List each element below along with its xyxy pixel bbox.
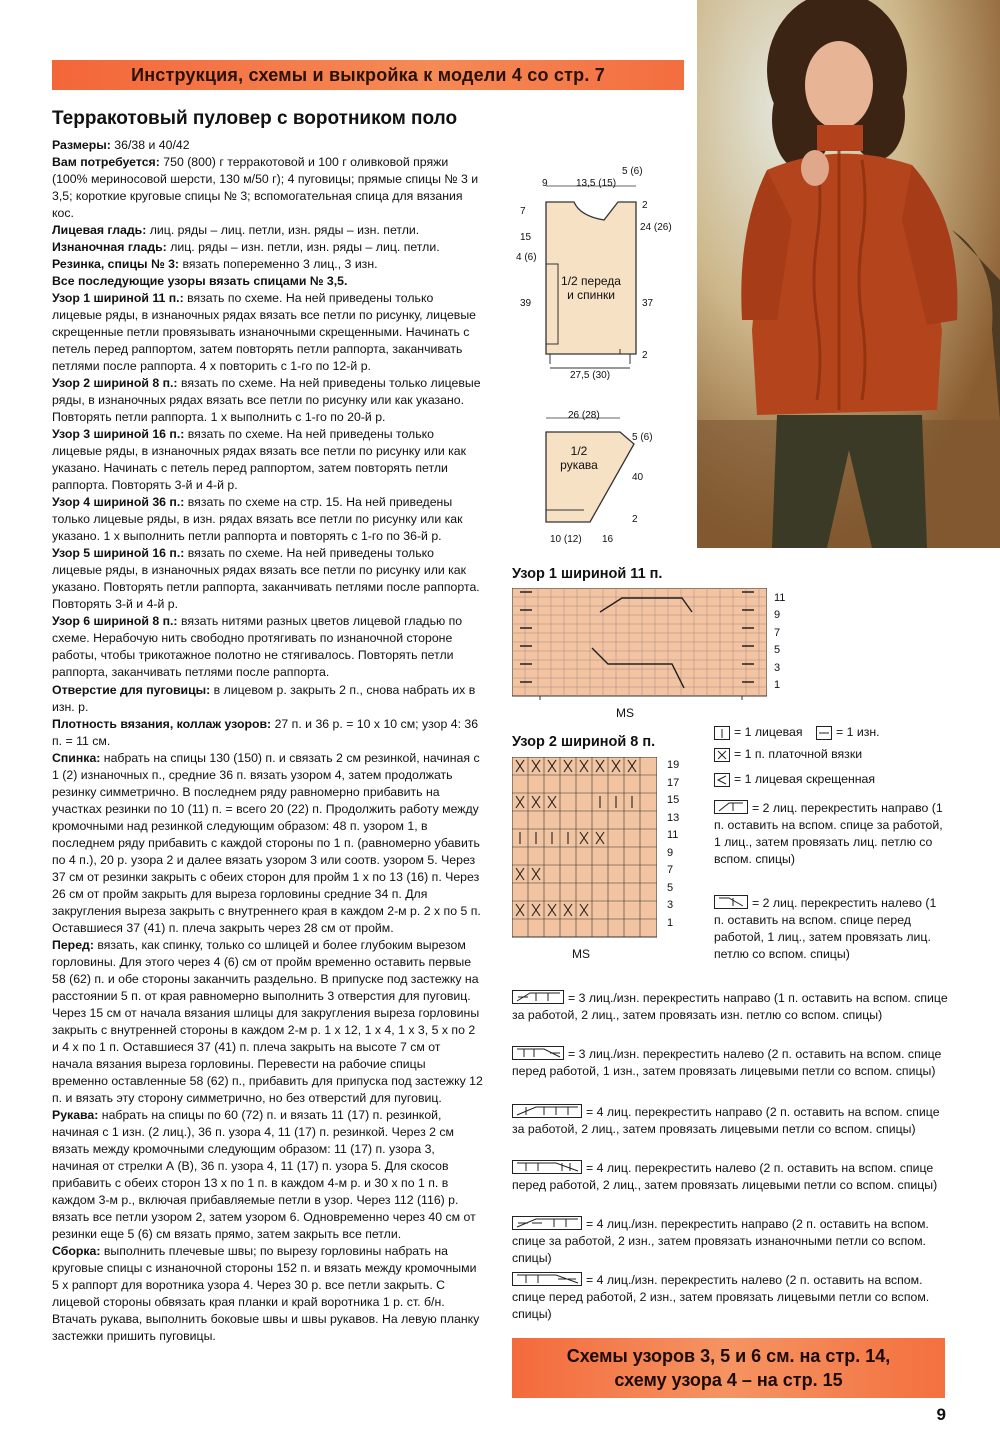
legend-cross4r-text: = 4 лиц. перекрестить направо (2 п. оставить на вспом. спице за работой, 2 лиц., затем провязать лицевыми петли со вспом. спицы): [512, 1105, 940, 1136]
cross3-right-icon: [512, 990, 564, 1004]
pattern2-row-numbers: [667, 757, 679, 932]
cross2-right-icon: [714, 800, 748, 814]
schema-dim-left-1: 7: [520, 206, 526, 217]
purl-symbol-icon: [816, 726, 832, 740]
model-photo: [697, 0, 1000, 548]
instruction-paragraph: [52, 750, 484, 937]
instruction-paragraph: [52, 613, 484, 681]
schema-dim-right-3: 37: [642, 298, 654, 309]
legend-cross2r: [714, 800, 944, 868]
cross2-left-icon: [714, 895, 748, 909]
knit-symbol-icon: [714, 726, 730, 740]
legend-cross4l-text: = 4 лиц. перекрестить налево (2 п. оставить на вспом. спице перед работой, 2 лиц., затем провязать лицевыми петли со вспом. спицы): [512, 1161, 938, 1192]
schema-dim-top-3: 5 (6): [622, 166, 643, 177]
paragraph-label: Лицевая гладь:: [52, 223, 147, 238]
schema-front-label-line1: 1/2 переда: [561, 274, 621, 288]
pattern2-ms: MS: [572, 947, 590, 961]
sleeve-schema: [512, 404, 692, 554]
twisted-symbol-icon: [714, 773, 730, 787]
legend-cross4pr: [512, 1216, 952, 1272]
sleeve-dim-right-1: 5 (6): [632, 432, 653, 443]
legend-cross4l: [512, 1160, 952, 1216]
pattern1-row: 1: [774, 679, 781, 692]
paragraph-label: Все последующие узоры вязать спицами № 3,5.: [52, 274, 348, 289]
legend-twisted: [714, 771, 964, 796]
schema-dim-left-2: 15: [520, 232, 532, 243]
paragraph-text: вязать по схеме. На ней приведены только лицевые ряды, в изнаночных рядах вязать все петли по рисунку, лицевые скрещенные петли провязывать изнаночными скрещенными. Начинать с петель перед раппортом, затем повторять петли раппорта, заканчивать петлями после раппорта. 4 х повторить с 1-го по 12-й р.: [52, 291, 477, 374]
paragraph-text: вязать по схеме. На ней приведены только лицевые ряды, в изнаночных рядах вязать все петли по рисунку или как указано. Повторять петли раппорта. 1 х выполнить с 1-го по 20-й р.: [52, 376, 481, 425]
pattern2-title: Узор 2 шириной 8 п.: [512, 734, 656, 750]
legend-cross4pl-text: = 4 лиц./изн. перекрестить налево (2 п. оставить на вспом. спице перед работой, 2 изн., затем провязать лицевыми петли со вспом. спицы): [512, 1273, 930, 1321]
instruction-paragraph: [52, 1243, 484, 1345]
pattern1-title: Узор 1 шириной 11 п.: [512, 566, 663, 582]
pattern1-chart: [512, 588, 792, 718]
instruction-paragraph: [52, 137, 484, 154]
legend-cross2l: [714, 895, 944, 963]
paragraph-label: Отверстие для пуговицы:: [52, 682, 211, 697]
sleeve-dim-top: 26 (28): [568, 410, 600, 421]
paragraph-label: Узор 3 шириной 16 п.:: [52, 427, 185, 442]
instruction-paragraph: [52, 290, 484, 375]
front-back-schema: [512, 164, 692, 394]
cross4-right-icon: [512, 1104, 582, 1118]
sleeve-outline: [512, 404, 692, 554]
schema-dim-top-1: 9: [542, 178, 548, 189]
paragraph-label: Узор 2 шириной 8 п.:: [52, 376, 178, 391]
pattern2-grid: [512, 757, 657, 942]
legend-cross4pr-text: = 4 лиц./изн. перекрестить направо (2 п. оставить на вспом. спице за работой, 2 изн., затем провязать изнаночными петли со вспом. спицы): [512, 1217, 929, 1265]
schema-front-label: [556, 274, 626, 302]
instruction-paragraph: [52, 375, 484, 426]
sleeve-label: [556, 444, 602, 472]
legend-garter-text: = 1 п. платочной вязки: [734, 747, 863, 761]
legend-cross4r: [512, 1104, 952, 1160]
schema-dim-left-4: 39: [520, 298, 532, 309]
instruction-paragraph: [52, 256, 484, 273]
sleeve-dim-bottom-2: 16: [602, 534, 614, 545]
article-title: Терракотовый пуловер с воротником поло: [52, 108, 458, 129]
sleeve-label-line2: рукава: [560, 458, 598, 472]
legend-top: [714, 724, 964, 796]
paragraph-text: выполнить плечевые швы; по вырезу горловины набрать на круговые спицы с изнаночной стороны 152 п. и вязать между кромочными 5 х раппорт для воротника узора 4. Через 30 р. все петли закрыть. С лицевой стороны обвязать края планки и край воротника 1 р. ст. б/н. Втачать рукава, выполнить боковые швы и швы рукавов. На левую планку застежки пришить пуговицы.: [52, 1244, 480, 1344]
schema-front-label-line2: и спинки: [567, 288, 615, 302]
legend-cross4pl: [512, 1272, 952, 1328]
legend-cross3r: [512, 990, 952, 1046]
pattern2-row: 7: [667, 864, 674, 876]
paragraph-text: вязать попеременно 3 лиц., 3 изн.: [179, 257, 378, 272]
pattern1-row-numbers: [774, 590, 785, 694]
pattern2-chart: [512, 757, 712, 967]
paragraph-text: вязать по схеме. На ней приведены только лицевые ряды, в изнаночных рядах вязать все петли по рисунку или как указано. Начинать с петель перед раппортом, затем повторять петли раппорта. Повторять 3-й и 4-й р.: [52, 427, 467, 493]
instruction-paragraph: [52, 273, 484, 290]
paragraph-text: в лицевом р. закрыть 2 п., снова набрать их в изн. р.: [52, 682, 476, 714]
instruction-paragraph: [52, 545, 484, 613]
paragraph-label: Узор 6 шириной 8 п.:: [52, 614, 178, 629]
pattern2-row: 9: [667, 846, 674, 859]
paragraph-label: Вам потребуется:: [52, 155, 160, 170]
legend-knit-text: = 1 лицевая: [734, 725, 803, 739]
sleeve-label-line1: 1/2: [570, 444, 588, 458]
page-number: 9: [936, 1405, 946, 1424]
header-banner: Инструкция, схемы и выкройка к модели 4 со стр. 7: [52, 60, 684, 90]
paragraph-label: Узор 5 шириной 16 п.:: [52, 546, 185, 561]
paragraph-text: 36/38 и 40/42: [110, 138, 190, 152]
paragraph-text: вязать нитями разных цветов лицевой гладью по схеме. Нерабочую нить свободно протягивать по изнаночной стороне работы, чтобы трикотажное полотно не стягивалось. Повторять петли раппорта, заканчивать петлями после раппорта.: [52, 614, 463, 680]
pattern2-row: 3: [667, 899, 674, 911]
cross3-left-icon: [512, 1046, 564, 1060]
bottom-banner-line1: Схемы узоров 3, 5 и 6 см. на стр. 14,: [566, 1346, 891, 1366]
pattern2-row: 5: [667, 881, 674, 894]
legend-cross3l-text: = 3 лиц./изн. перекрестить налево (2 п. оставить на вспом. спице перед работой, 1 изн., затем провязать лицевыми петли со вспом. спицы): [512, 1047, 942, 1078]
paragraph-label: Спинка:: [52, 750, 101, 765]
paragraph-label: Плотность вязания, коллаж узоров:: [52, 716, 272, 731]
pattern2-row: 1: [667, 916, 674, 929]
schema-dim-left-3: 4 (6): [516, 252, 537, 263]
pattern1-ms: MS: [616, 706, 634, 720]
pattern2-row: 17: [667, 776, 680, 789]
schema-dim-right-2: 24 (26): [640, 222, 672, 233]
instruction-paragraph: [52, 1107, 484, 1243]
paragraph-text: 27 п. и 36 р. = 10 х 10 см; узор 4: 36 п. = 11 см.: [52, 716, 479, 748]
pattern2-row: 19: [667, 759, 680, 771]
paragraph-text: набрать на спицы 130 (150) п. и связать 2 см резинкой, начиная с 1 (2) изнаночных п., средние 36 п. вязать узором 4, затем продолжать резинку симметрично. В последнем ряду равномерно прибавить на участках резинки по 10 (11) п. = всего 20 (22) п. Продолжить работу между кромочными над резинкой следующим образом: 48 п. узором 1, в последнем ряду прибавить с каждой стороны по 1 п. (равномерно убавить по 4 п.), 20 р. узора 2 и далее вязать узором 3 или соотв. узором 5. Через 37 см от резинки закрыть с обеих сторон для пройм 1 х по 13 (16) п. Через 26 см от пройм закрыть для выреза горловины средние 34 п. Для закругления выреза закрыть с внутреннего края в каждом 2-м р. 2 х по 5 п. Оставшиеся 37 (41) п. плеча закрыть через 28 см от пройм.: [52, 750, 481, 935]
bottom-banner: [512, 1338, 945, 1398]
pattern2-row: 11: [667, 829, 679, 841]
instruction-paragraph: [52, 239, 484, 256]
schema-dim-top-2: 13,5 (15): [576, 178, 617, 189]
legend-cross3l: [512, 1046, 952, 1104]
legend-knit-purl: [714, 724, 964, 746]
pattern1-row: 3: [774, 661, 781, 674]
legend-garter: [714, 746, 964, 771]
legend-twisted-text: = 1 лицевая скрещенная: [734, 772, 876, 786]
instruction-paragraph: [52, 154, 484, 222]
schema-dim-right-1: 2: [642, 200, 648, 211]
paragraph-label: Резинка, спицы № 3:: [52, 257, 180, 272]
legend-cross2l-text: = 2 лиц. перекрестить налево (1 п. оставить на вспом. спице перед работой, 1 лиц., затем провязать лиц. петлю со вспом. спицы): [714, 896, 937, 961]
instructions-text: [52, 137, 484, 1345]
garter-symbol-icon: [714, 748, 730, 762]
pattern1-row: 5: [774, 644, 781, 657]
sleeve-dim-right-2: 40: [632, 472, 644, 483]
instruction-paragraph: [52, 426, 484, 494]
legend-cross2r-text: = 2 лиц. перекрестить направо (1 п. оставить на вспом. спице за работой, 1 лиц., затем провязать лиц. петлю со вспом. спицы): [714, 801, 943, 866]
cross4-purl-right-icon: [512, 1216, 582, 1230]
pattern2-row: 13: [667, 811, 680, 824]
paragraph-label: Рукава:: [52, 1107, 99, 1122]
paragraph-label: Узор 4 шириной 36 п.:: [52, 495, 185, 510]
cross4-left-icon: [512, 1160, 582, 1174]
instruction-paragraph: [52, 494, 484, 545]
schema-dim-bottom: 27,5 (30): [570, 370, 611, 381]
paragraph-label: Размеры:: [52, 138, 111, 152]
sleeve-dim-right-3: 2: [632, 514, 638, 525]
paragraph-text: вязать по схеме на стр. 15. На ней приведены только лицевые ряды, в изн. рядах вязать все петли по рисунку или как указано. 1 х выполнить петли раппорта и повторять с 1-го по 36-й р.: [52, 495, 463, 544]
instruction-paragraph: [52, 682, 484, 716]
pattern1-row: 7: [774, 626, 781, 639]
paragraph-text: лиц. ряды – лиц. петли, изн. ряды – изн. петли.: [146, 223, 420, 238]
schema-dim-right-4: 2: [642, 350, 648, 361]
legend-large: [512, 990, 952, 1328]
paragraph-label: Изнаночная гладь:: [52, 240, 167, 255]
paragraph-label: Сборка:: [52, 1244, 101, 1259]
instruction-paragraph: [52, 222, 484, 239]
paragraph-text: вязать по схеме. На ней приведены только лицевые ряды, в изнаночных рядах вязать все петли по рисунку или как указано. Повторять петли раппорта, заканчивать петлями после раппорта. Повторять 3-й и 4-й р.: [52, 546, 480, 612]
legend-cross3r-text: = 3 лиц./изн. перекрестить направо (1 п. оставить на вспом. спице за работой, 2 лиц., затем провязать изн. петлю со вспом. спицы): [512, 991, 948, 1022]
paragraph-label: Узор 1 шириной 11 п.:: [52, 291, 184, 306]
legend-purl-text: = 1 изн.: [835, 725, 880, 739]
instruction-paragraph: [52, 937, 484, 1107]
cross4-purl-left-icon: [512, 1272, 582, 1286]
paragraph-text: 750 (800) г терракотовой и 100 г оливковой пряжи (100% мериносовой шерсти, 130 м/50 г); 4 пуговицы; прямые спицы № 3 и 3,5; короткие круговые спицы № 3; вспомогательная спица для вязания кос.: [52, 155, 479, 221]
instruction-paragraph: [52, 716, 484, 750]
paragraph-text: набрать на спицы по 60 (72) п. и вязать 11 (17) п. резинкой, начиная с 1 изн. (2 лиц.), 36 п. узора 4, 11 (17) п. резинкой. Через 2 см вязать между кромочными следующим образом: 11 (17) п. узора 3, начиная от стрелки А (В), 36 п. узора 4, 11 (17) п. узора 5. Для скосов прибавить с обеих сторон 13 х по 1 п. в каждом 4-м р. и 30 х по 1 п. в каждом 3-м р., включая прибавляемые петли в узор. Через 112 (116) р. вязать все петли узором 2, затем узором 6. Одновременно через 40 см от резинки еще 5 (6) см вязать прямо, затем закрыть все петли.: [52, 1107, 476, 1241]
pattern1-row: 9: [774, 609, 781, 622]
pattern1-row: 11: [774, 592, 786, 604]
bottom-banner-line2: схему узора 4 – на стр. 15: [614, 1370, 843, 1390]
pattern2-row: 15: [667, 794, 680, 806]
paragraph-text: вязать, как спинку, только со шлицей и более глубоким вырезом горловины. Для этого через 4 (6) см от пройм временно оставить первые 58 (62) п. и обе стороны заканчить раздельно. В припуске под застежку на расстоянии 5 п. от края равномерно выполнить 3 отверстия для пуговиц. Через 15 см от начала вязания шлицы для закругления выреза горловины закрыть с внутренней стороны в каждом 2-м р. 1 х 12, 1 х 4, 1 х 3, 5 х по 2 и 4 х по 1 п. Оставшиеся 37 (41) п. плеча закрыть на высоте 7 см от начала вязания выреза горловины. Перевести на рабочие спицы временно оставленные 58 (62) п., прибавить для припуска под застежку 12 п. и вязать эту сторону симметрично, но без отверстий для пуговиц.: [52, 937, 483, 1105]
paragraph-label: Перед:: [52, 937, 94, 952]
woman-in-sweater-illustration: [697, 0, 1000, 548]
paragraph-text: лиц. ряды – изн. петли, изн. ряды – лиц. петли.: [166, 240, 440, 255]
sleeve-dim-bottom-1: 10 (12): [550, 534, 582, 545]
pattern1-grid: [512, 588, 767, 700]
